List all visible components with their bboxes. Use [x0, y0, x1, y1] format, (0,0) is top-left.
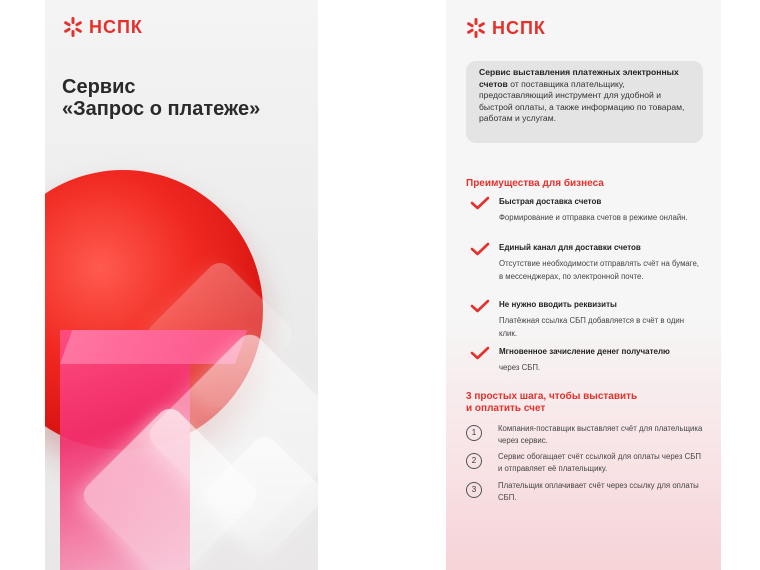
step-number: 1 [466, 425, 482, 441]
advantages-title: Преимущества для бизнеса [466, 178, 604, 189]
advantage-title: Мгновенное зачисление денег получателю [499, 347, 670, 356]
advantage-title: Единый канал для доставки счетов [499, 243, 641, 252]
checkmark-icon [470, 299, 490, 313]
nspk-logo-icon [62, 16, 84, 38]
checkmark-icon [470, 242, 490, 256]
page-title [62, 76, 260, 120]
step-text: Плательщик оплачивает счёт через ссылку для оплаты СБП. [498, 481, 699, 502]
advantage-title: Не нужно вводить реквизиты [499, 300, 617, 309]
brand-name: НСПК [492, 17, 546, 38]
title-line-2: «Запрос о платеже» [62, 98, 261, 120]
step-number: 2 [466, 453, 482, 469]
brand-name: НСПК [89, 16, 143, 37]
advantage-desc: Платёжная ссылка СБП добавляется в счёт в один клик. [499, 316, 685, 338]
left-banner [45, 0, 318, 570]
steps-title [466, 391, 696, 415]
title-line-1: Сервис [62, 76, 136, 98]
advantage-desc: Формирование и отправка счетов в режиме онлайн. [499, 213, 688, 222]
checkmark-icon [470, 346, 490, 360]
right-banner [446, 0, 721, 570]
advantage-desc: через СБП. [499, 363, 541, 372]
steps-title-line-1: 3 простых шага, чтобы выставить [466, 391, 638, 402]
advantage-desc: Отсутствие необходимости отправлять счёт на бумаге, в мессенджерах, по электронной почте. [499, 259, 699, 281]
service-description-box [466, 61, 703, 143]
brand-logo [62, 16, 143, 38]
intro-text: от поставщика плательщику, предоставляющий инструмент для удобной и быстрой оплаты, а также информацию по товарам, работам и услугам. [479, 78, 685, 124]
brand-logo [465, 17, 546, 39]
step-text: Компания-поставщик выставляет счёт для плательщика через сервис. [498, 424, 703, 445]
checkmark-icon [470, 196, 490, 210]
intro-bold-text: Сервис выставления платежных электронных счетов [479, 67, 679, 89]
steps-title-line-2: и оплатить счет [466, 403, 546, 414]
nspk-logo-icon [465, 17, 487, 39]
step-text: Сервис обогащает счёт ссылкой для оплаты через СБП и отправляет её плательщику. [498, 452, 701, 473]
advantage-title: Быстрая доставка счетов [499, 197, 602, 206]
step-number: 3 [466, 482, 482, 498]
